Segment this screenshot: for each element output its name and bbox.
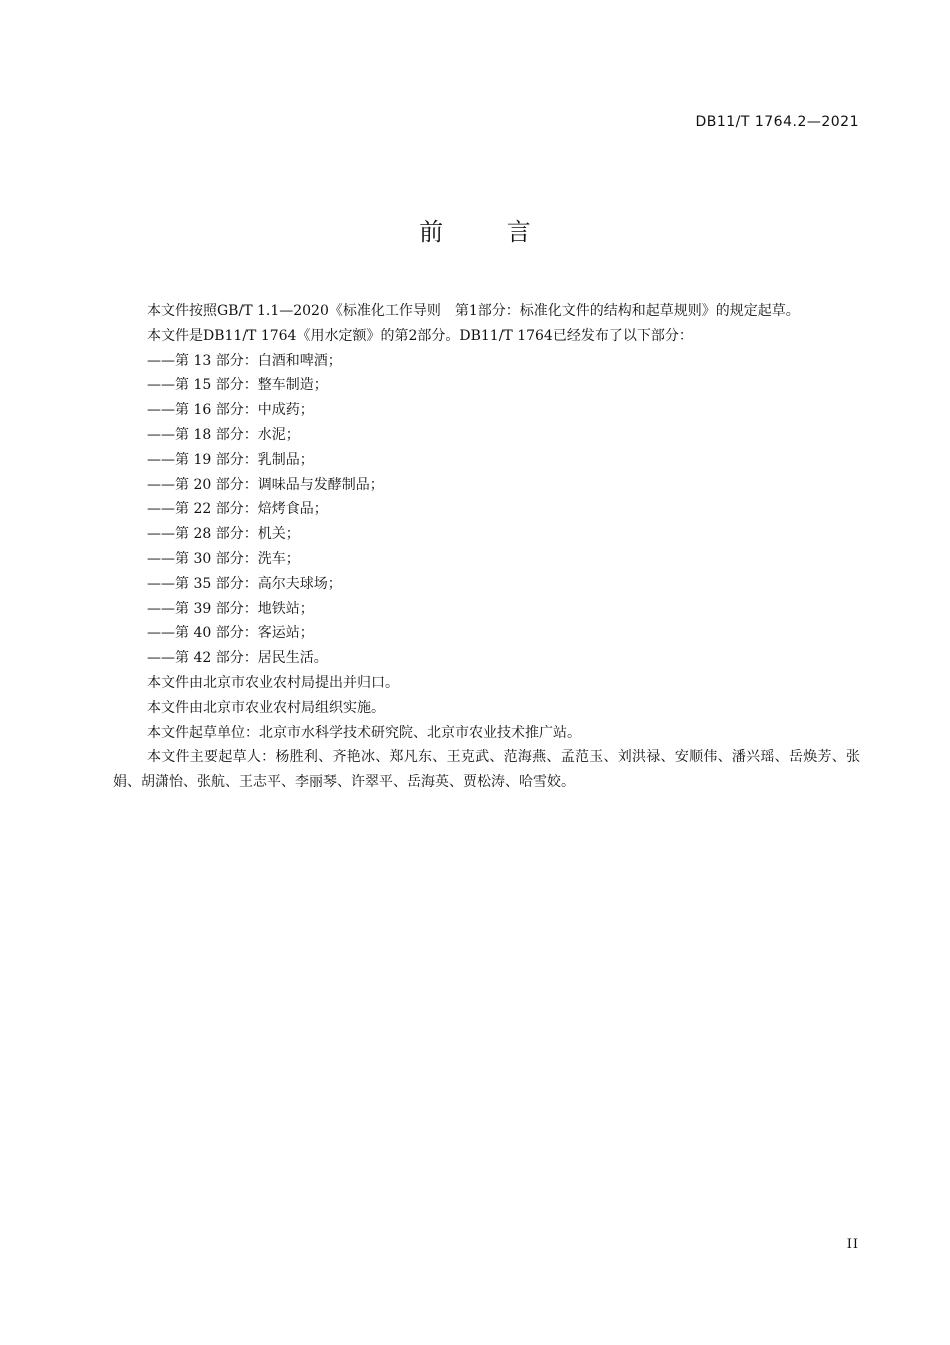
paragraph-drafting-units: 本文件起草单位：北京市水科学技术研究院、北京市农业技术推广站。 [147, 724, 581, 741]
list-item: ——第 28 部分：机关； [147, 526, 300, 543]
list-item: ——第 39 部分：地铁站； [147, 600, 314, 617]
list-item: ——第 30 部分：洗车； [147, 550, 300, 567]
list-item: ——第 42 部分：居民生活。 [147, 650, 328, 667]
list-item: ——第 18 部分：水泥； [147, 426, 300, 443]
paragraph-series-intro: 本文件是DB11/T 1764《用水定额》的第2部分。DB11/T 1764已经发布了以下部分： [147, 327, 693, 344]
list-item: ——第 20 部分：调味品与发酵制品； [147, 476, 384, 493]
list-item: ——第 35 部分：高尔夫球场； [147, 575, 342, 592]
paragraph-proposer: 本文件由北京市农业农村局提出并归口。 [147, 674, 399, 691]
list-item: ——第 15 部分：整车制造； [147, 377, 328, 394]
list-item: ——第 13 部分：白酒和啤酒； [147, 352, 342, 369]
paragraph-drafters: 本文件主要起草人：杨胜利、齐艳冰、郑凡东、王克武、范海燕、孟范玉、刘洪禄、安顺伟、潘兴瑶、岳焕芳、张娟、胡潇怡、张航、王志平、李丽琴、许翠平、岳海英、贾松涛、哈雪姣。 [113, 749, 860, 791]
page-number: II [846, 1237, 859, 1252]
list-item: ——第 22 部分：焙烤食品； [147, 501, 328, 518]
list-item: ——第 19 部分：乳制品； [147, 451, 314, 468]
paragraph-implementer: 本文件由北京市农业农村局组织实施。 [147, 699, 385, 716]
page-title: 前 言 [419, 218, 559, 246]
list-item: ——第 40 部分：客运站； [147, 625, 314, 642]
document-id: DB11/T 1764.2—2021 [695, 114, 859, 130]
published-parts-list [113, 349, 860, 671]
list-item: ——第 16 部分：中成药； [147, 402, 314, 419]
preface-body [113, 299, 860, 795]
paragraph-drafting-rules: 本文件按照GB/T 1.1—2020《标准化工作导则 第1部分：标准化文件的结构和起草规则》的规定起草。 [147, 303, 800, 319]
